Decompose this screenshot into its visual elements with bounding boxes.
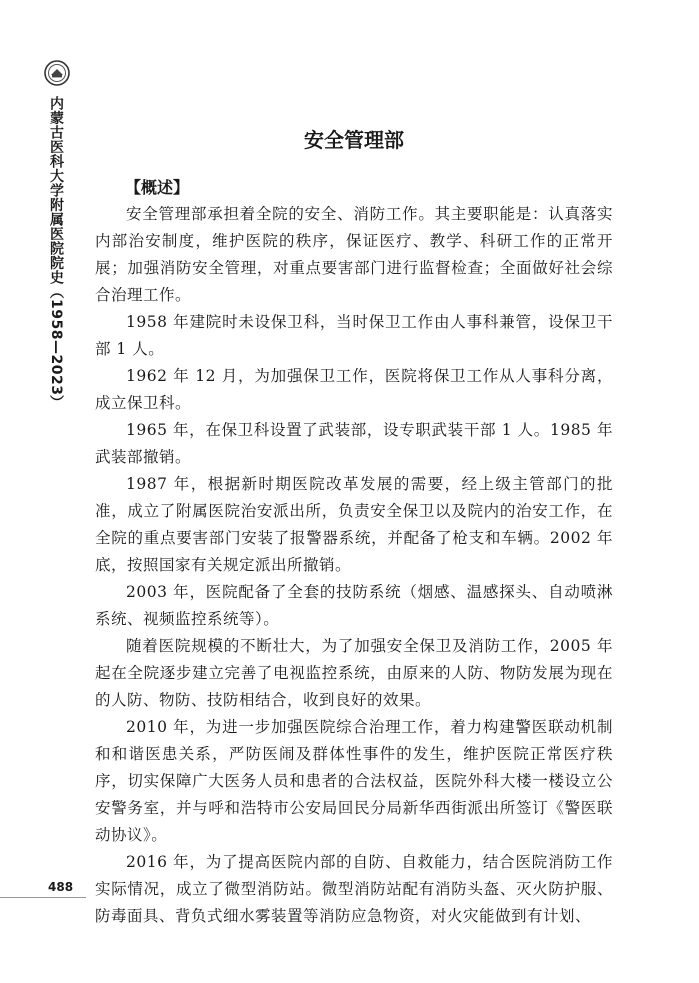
- paragraph: 随着医院规模的不断壮大，为了加强安全保卫及消防工作，2005 年起在全院逐步建立完善了电视监控系统，由原来的人防、物防发展为现在的人防、物防、技防相结合，收到良好的效果。: [95, 637, 613, 709]
- paragraph: 2010 年，为进一步加强医院综合治理工作，着力构建警医联动机制和和谐医患关系，严防医闹及群体性事件的发生，维护医院正常医疗秩序，切实保障广大医务人员和患者的合法权益，医院外科大楼一楼设立公安警务室，并与呼和浩特市公安局回民分局新华西街派出所签订《警医联动协议》。: [95, 718, 613, 844]
- paragraph: 2016 年，为了提高医院内部的自防、自救能力，结合医院消防工作实际情况，成立了微型消防站。微型消防站配有消防头盔、灭火防护服、防毒面具、背负式细水雾装置等消防应急物资，对火灾能做到有计划、: [95, 853, 613, 925]
- section-heading: 【概述】: [125, 178, 190, 197]
- page-title: 安全管理部: [304, 128, 404, 152]
- sidebar: [0, 0, 86, 983]
- body-text: [95, 201, 613, 930]
- hospital-seal-icon: [44, 60, 70, 86]
- paragraph: 1987 年，根据新时期医院改革发展的需要，经上级主管部门的批准，成立了附属医院治安派出所，负责安全保卫以及院内的治安工作，在全院的重点要害部门安装了报警器系统，并配备了枪支和车辆。2002 年底，按照国家有关规定派出所撤销。: [95, 475, 613, 574]
- paragraph: 1962 年 12 月，为加强保卫工作，医院将保卫工作从人事科分离，成立保卫科。: [95, 367, 613, 412]
- paragraph: 1958 年建院时未设保卫科，当时保卫工作由人事科兼管，设保卫干部 1 人。: [95, 313, 613, 358]
- page-number: 488: [48, 880, 74, 894]
- paragraph: 2003 年，医院配备了全套的技防系统（烟感、温感探头、自动喷淋系统、视频监控系统等）。: [95, 583, 613, 628]
- book-title: 内蒙古医科大学附属医院院史（1958—2023）: [48, 96, 64, 410]
- footer-rule: [0, 897, 86, 898]
- paragraph: 1965 年，在保卫科设置了武装部，设专职武装干部 1 人。1985 年武装部撤销。: [95, 421, 613, 466]
- paragraph: 安全管理部承担着全院的安全、消防工作。其主要职能是：认真落实内部治安制度，维护医院的秩序，保证医疗、教学、科研工作的正常开展；加强消防安全管理，对重点要害部门进行监督检查；全面做好社会综合治理工作。: [95, 205, 613, 304]
